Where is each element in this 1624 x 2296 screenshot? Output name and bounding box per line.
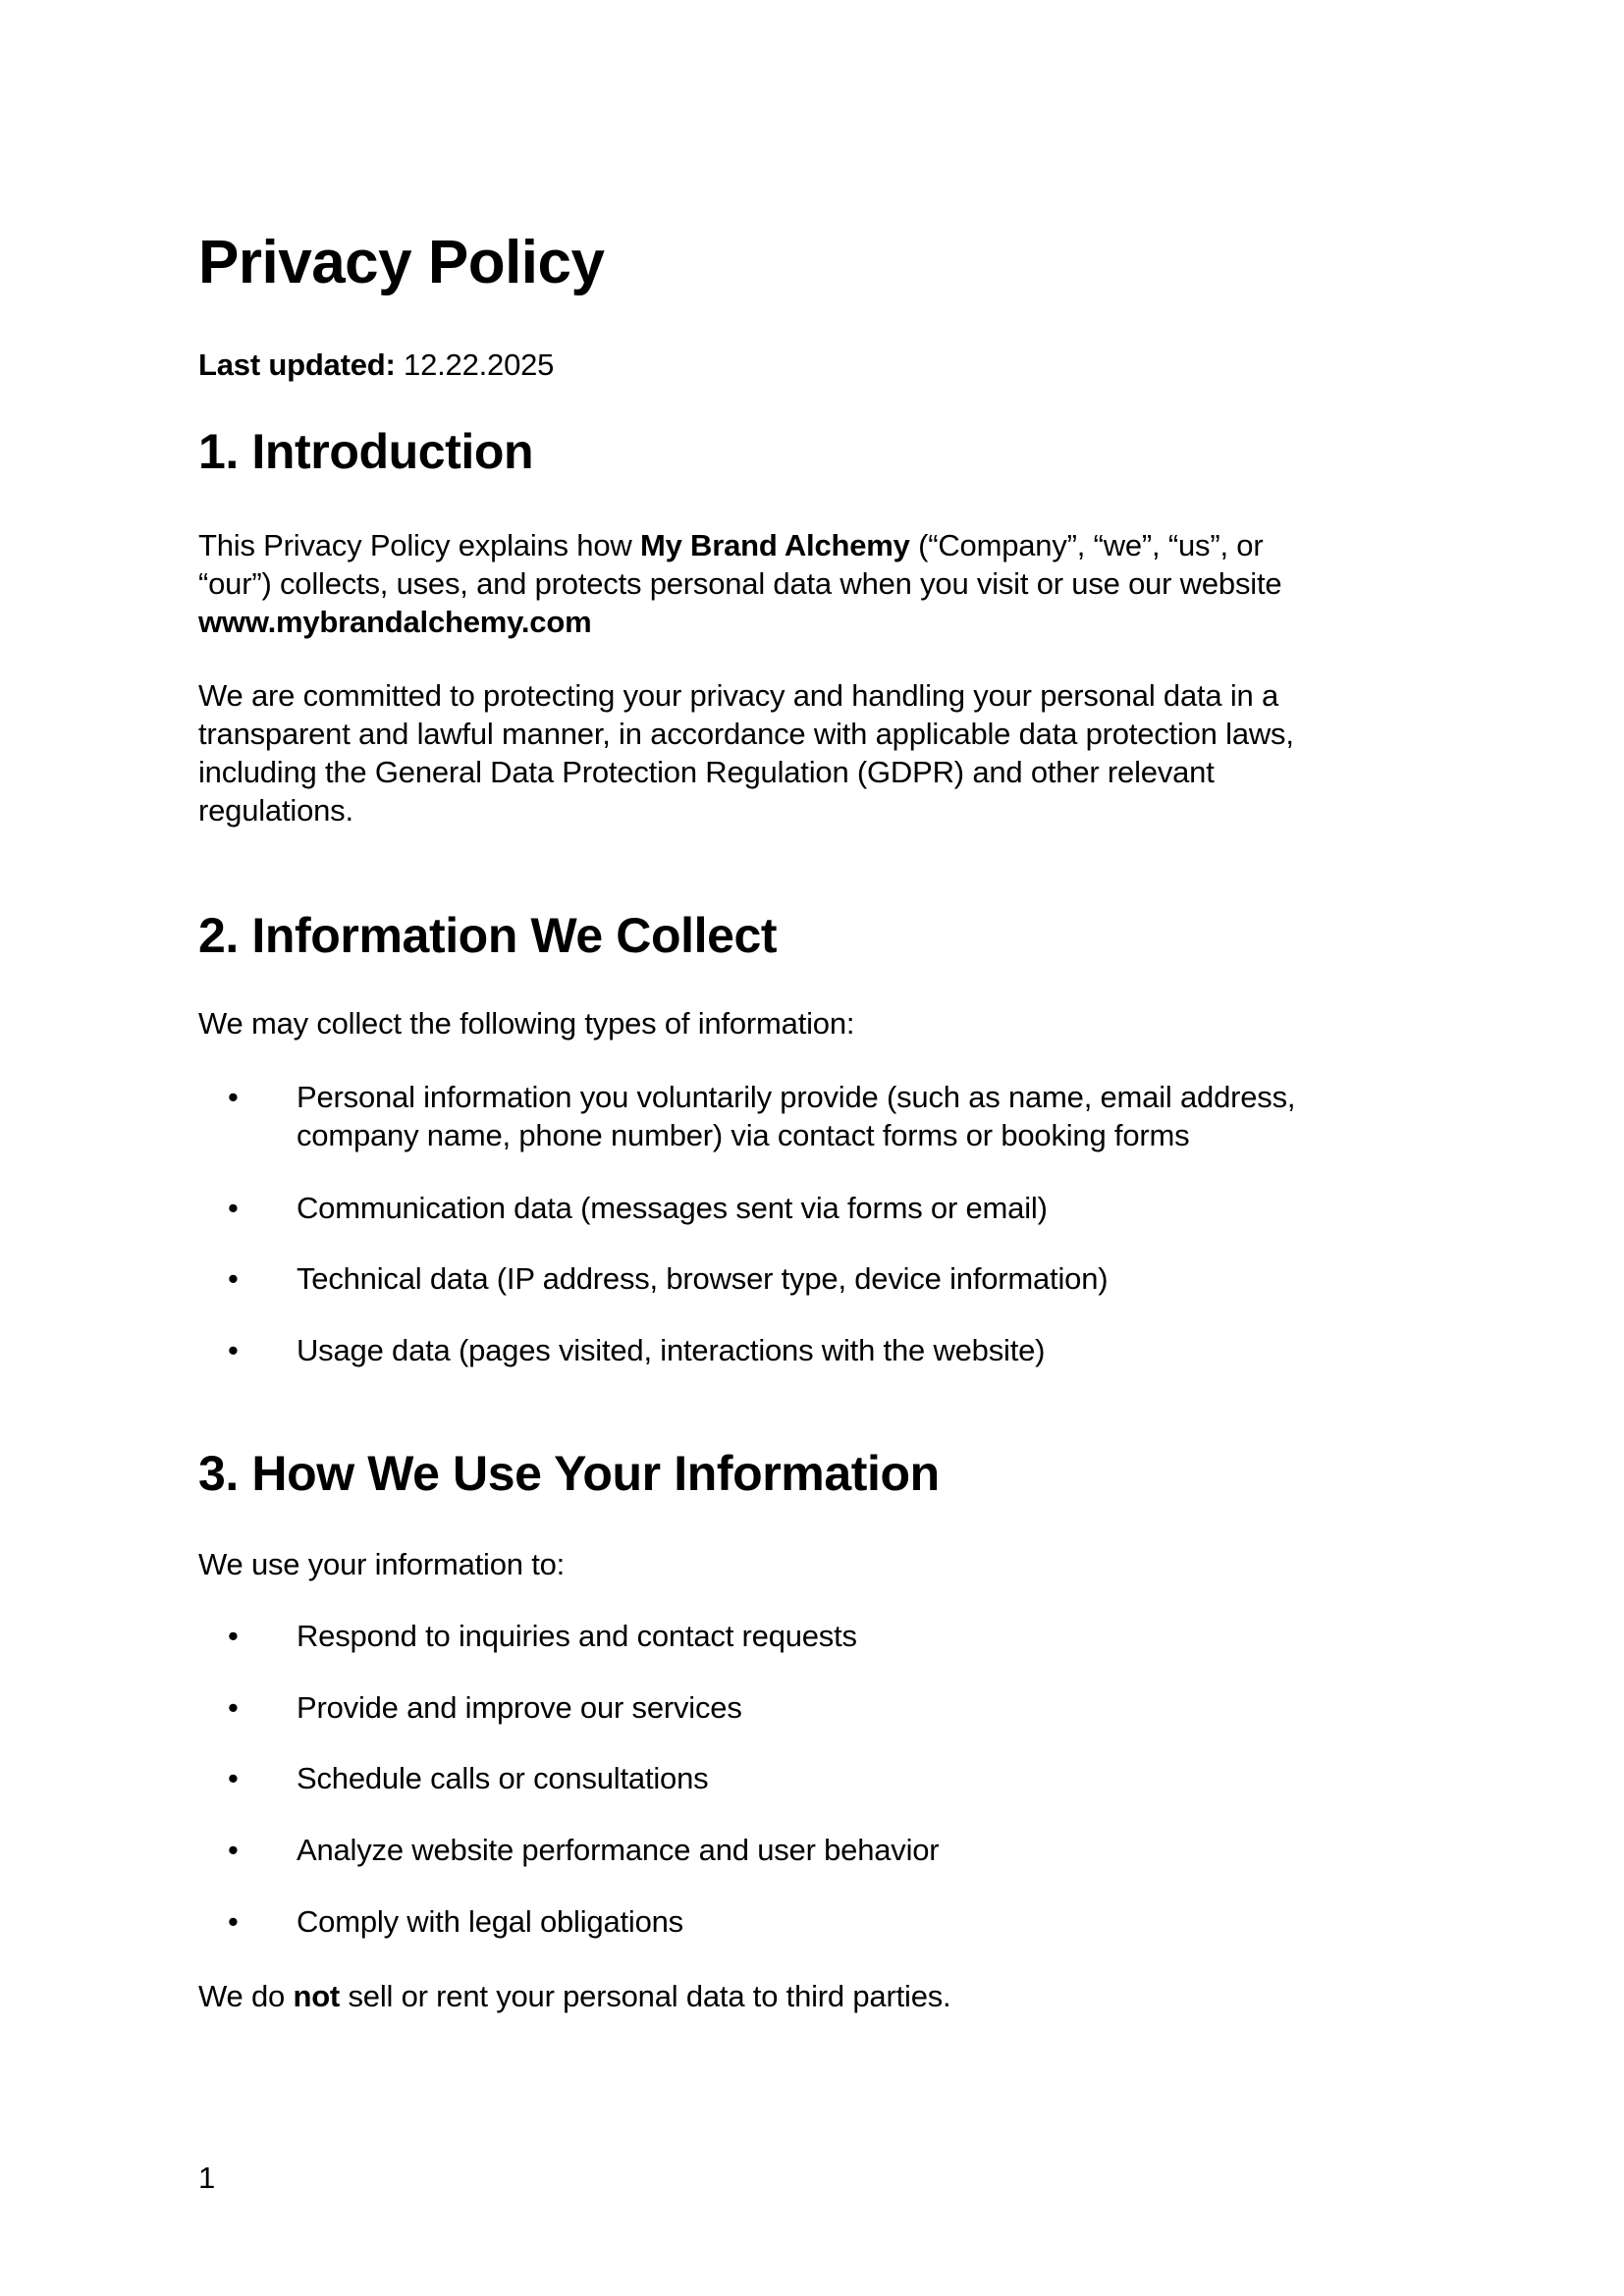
text: (“Company”, “we”, “us”, or (909, 528, 1264, 562)
text: Usage data (pages visited, interactions with the website) (297, 1333, 1046, 1367)
last-updated-date: 12.22.2025 (395, 347, 555, 382)
bullet-icon: • (228, 1080, 239, 1114)
text: Technical data (IP address, browser type, device information) (297, 1261, 1109, 1296)
text: We are committed to protecting your privacy and handling your personal data in a (198, 678, 1279, 713)
page-title: Privacy Policy (198, 229, 605, 296)
bullet-icon: • (228, 1833, 239, 1867)
intro-paragraph-1 (198, 526, 1281, 641)
text: Respond to inquiries and contact requests (297, 1619, 857, 1653)
text: We do (198, 1979, 294, 2013)
text: sell or rent your personal data to third parties. (340, 1979, 951, 2013)
company-name: My Brand Alchemy (639, 528, 910, 562)
bullet-icon: • (228, 1761, 239, 1795)
text: company name, phone number) via contact forms or booking forms (297, 1118, 1190, 1152)
collect-intro: We may collect the following types of information: (198, 1006, 855, 1041)
bullet-icon: • (228, 1333, 239, 1367)
text: transparent and lawful manner, in accordance with applicable data protection laws, (198, 717, 1294, 751)
bullet-icon: • (228, 1619, 239, 1653)
use-intro: We use your information to: (198, 1547, 566, 1581)
text: Communication data (messages sent via forms or email) (297, 1191, 1048, 1225)
text: This Privacy Policy explains how (198, 528, 640, 562)
section-heading-introduction: 1. Introduction (198, 424, 534, 479)
last-updated (198, 346, 554, 384)
no-sale-statement (198, 1977, 950, 2015)
bullet-icon: • (228, 1261, 239, 1296)
bullet-icon: • (228, 1904, 239, 1939)
section-heading-information-we-collect: 2. Information We Collect (198, 908, 778, 963)
text: regulations. (198, 793, 353, 828)
last-updated-label: Last updated: (198, 347, 396, 382)
text: Personal information you voluntarily provide (such as name, email address, (297, 1080, 1296, 1114)
page-number: 1 (198, 2161, 216, 2195)
text: Analyze website performance and user behavior (297, 1833, 940, 1867)
text: Provide and improve our services (297, 1690, 742, 1725)
intro-paragraph-2 (198, 676, 1294, 829)
emphasis: not (293, 1979, 341, 2013)
text: Comply with legal obligations (297, 1904, 683, 1939)
section-heading-how-we-use: 3. How We Use Your Information (198, 1446, 940, 1501)
bullet-icon: • (228, 1690, 239, 1725)
text: including the General Data Protection Regulation (GDPR) and other relevant (198, 755, 1215, 789)
bullet-icon: • (228, 1191, 239, 1225)
website-link: www.mybrandalchemy.com (198, 605, 592, 639)
text: “our”) collects, uses, and protects personal data when you visit or use our website (198, 566, 1282, 601)
text: Schedule calls or consultations (297, 1761, 709, 1795)
